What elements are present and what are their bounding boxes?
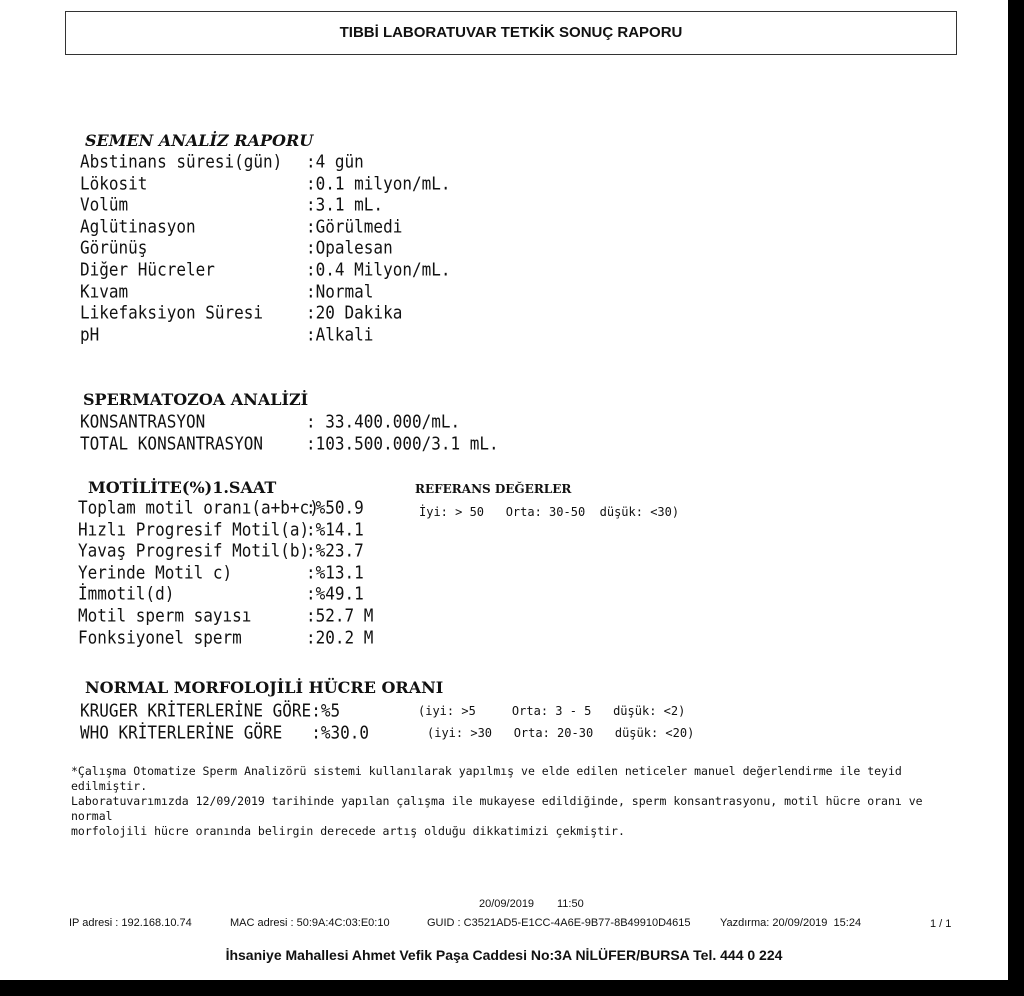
sperm-row-value: : 33.400.000/mL. xyxy=(306,411,461,432)
motility-row-value: :20.2 M xyxy=(306,626,374,648)
report-title: TIBBİ LABORATUVAR TETKİK SONUÇ RAPORU xyxy=(339,24,683,41)
motility-row-value: :52.7 M xyxy=(306,605,374,626)
semen-row-value: :3.1 mL. xyxy=(306,194,384,216)
title-box xyxy=(65,11,957,55)
motility-row-label: Yavaş Progresif Motil(b) xyxy=(78,540,310,562)
semen-row-value: :20 Dakika xyxy=(306,302,403,324)
semen-row-value: :0.1 milyon/mL. xyxy=(306,172,451,194)
motility-row-label: Yerinde Motil c) xyxy=(78,561,233,583)
footer-printed: Yazdırma: 20/09/2019 15:24 xyxy=(720,917,862,929)
semen-heading: SEMEN ANALİZ RAPORU xyxy=(85,131,314,150)
footer-address: İhsaniye Mahallesi Ahmet Vefik Paşa Caddesi No:3A NİLÜFER/BURSA Tel. 444 0 224 xyxy=(225,947,783,963)
reference-heading: REFERANS DEĞERLER xyxy=(415,482,572,496)
footer-ip: IP adresi : 192.168.10.74 xyxy=(69,917,192,929)
morphology-row-label: KRUGER KRİTERLERİNE GÖRE:%5 xyxy=(80,700,341,721)
sperm-row-label: KONSANTRASYON xyxy=(80,411,206,432)
motility-row-label: Hızlı Progresif Motil(a) xyxy=(78,518,310,540)
semen-row-label: Aglütinasyon xyxy=(80,215,196,237)
semen-row-value: :Opalesan xyxy=(306,237,393,259)
semen-row-value: :0.4 Milyon/mL. xyxy=(306,259,451,280)
analysis-note xyxy=(71,764,971,839)
semen-row-label: Likefaksiyon Süresi xyxy=(80,302,264,324)
morphology-row-label: WHO KRİTERLERİNE GÖRE :%30.0 xyxy=(80,721,369,743)
semen-row-value: :4 gün xyxy=(306,151,364,172)
motility-row-value: :%13.1 xyxy=(306,561,364,583)
semen-row-value: :Normal xyxy=(306,280,374,302)
motility-row-value: :%14.1 xyxy=(306,518,364,540)
motility-row-label: Motil sperm sayısı xyxy=(78,605,252,626)
semen-row-label: Abstinans süresi(gün) xyxy=(80,151,283,172)
footer-date: 20/09/2019 xyxy=(479,898,535,910)
sperm-row-label: TOTAL KONSANTRASYON xyxy=(80,432,264,454)
footer-time: 11:50 xyxy=(557,898,584,910)
semen-row-value: :Görülmedi xyxy=(306,215,403,237)
sperm-heading: SPERMATOZOA ANALİZİ xyxy=(83,390,309,409)
motility-row-value: :%50.9 xyxy=(306,497,364,518)
note-line: *Çalışma Otomatize Sperm Analizörü sistemi kullanılarak yapılmış ve elde edilen neticeler manuel değerlendirme ile teyid edilmiştir. xyxy=(71,764,902,793)
motility-heading: MOTİLİTE(%)1.SAAT xyxy=(88,478,277,497)
footer-page: 1 / 1 xyxy=(930,918,952,930)
semen-row-label: Kıvam xyxy=(80,280,129,302)
morphology-row-reference: (iyi: >30 Orta: 20-30 düşük: <20) xyxy=(427,725,695,740)
footer-guid: GUID : C3521AD5-E1CC-4A6E-9B77-8B49910D4615 xyxy=(427,917,691,929)
motility-row-label: Fonksiyonel sperm xyxy=(78,626,242,648)
note-line: Laboratuvarımızda 12/09/2019 tarihinde yapılan çalışma ile mukayese edildiğinde, sperm konsantrasyonu, motil hücre oranı ve normal xyxy=(71,794,923,823)
semen-row-label: Görünüş xyxy=(80,237,148,259)
motility-row-label: İmmotil(d) xyxy=(78,583,175,605)
morphology-heading: NORMAL MORFOLOJİLİ HÜCRE ORANI xyxy=(85,678,444,697)
semen-row-label: pH xyxy=(80,323,100,345)
motility-row-value: :%49.1 xyxy=(306,583,364,605)
morphology-row-reference: (iyi: >5 Orta: 3 - 5 düşük: <2) xyxy=(418,704,686,718)
semen-row-value: :Alkali xyxy=(306,323,374,345)
motility-reference: İyi: > 50 Orta: 30-50 düşük: <30) xyxy=(419,505,680,519)
motility-row-value: :%23.7 xyxy=(306,540,364,562)
sperm-row-value: :103.500.000/3.1 mL. xyxy=(306,432,499,454)
semen-row-label: Diğer Hücreler xyxy=(80,259,215,280)
semen-row-label: Volüm xyxy=(80,194,129,216)
footer-mac: MAC adresi : 50:9A:4C:03:E0:10 xyxy=(230,917,390,929)
motility-row-label: Toplam motil oranı(a+b+c) xyxy=(78,497,319,518)
note-line: morfolojili hücre oranında belirgin derecede artış olduğu dikkatimizi çekmiştir. xyxy=(71,824,625,838)
semen-row-label: Lökosit xyxy=(80,172,148,194)
